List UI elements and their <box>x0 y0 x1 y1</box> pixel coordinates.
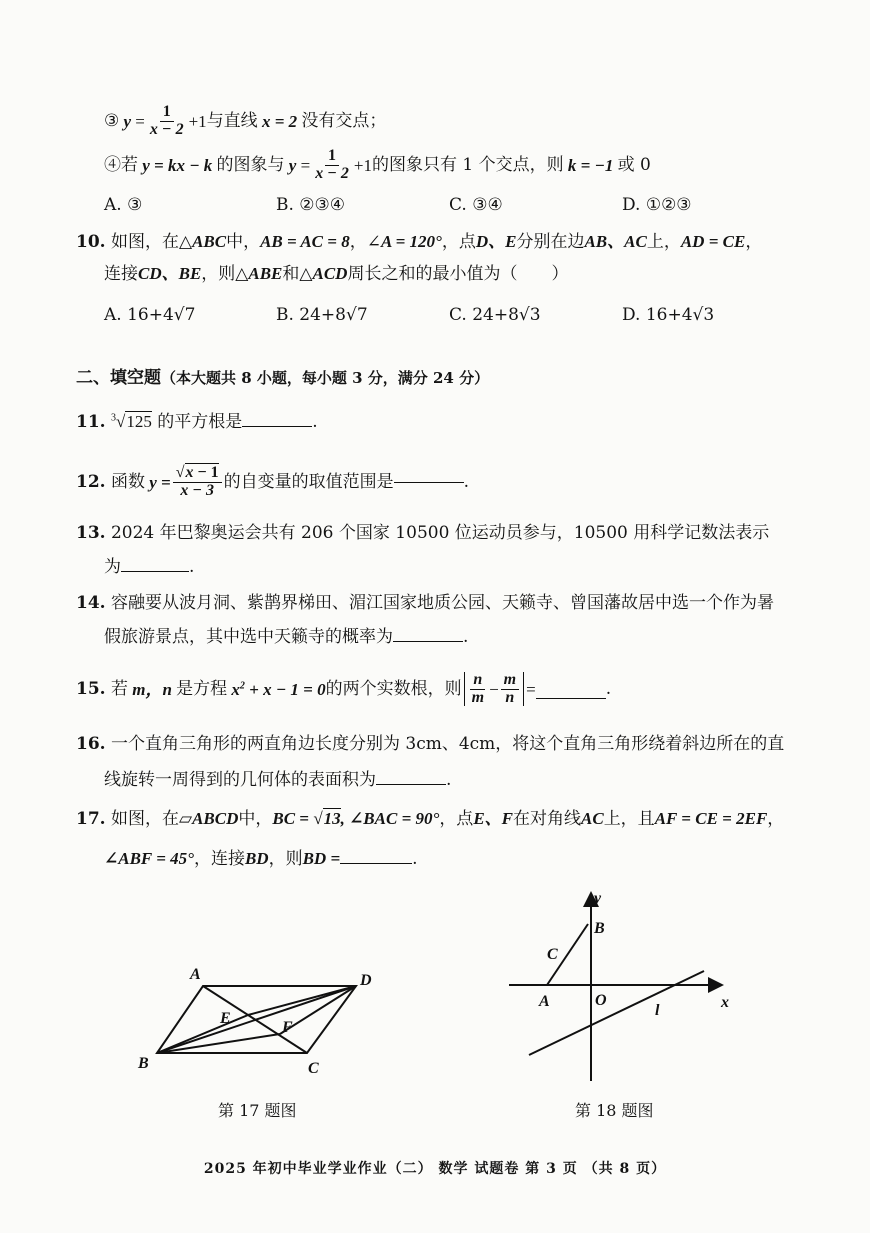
q10-l1e: 分别在边 <box>516 232 585 252</box>
q15-mid: 是方程 <box>176 678 228 699</box>
q12-blank[interactable] <box>394 481 464 483</box>
q15-post: 的两个实数根，则 <box>325 678 462 699</box>
q9-opt-b: B. ②③④ <box>276 195 346 215</box>
fig18-line-l <box>529 971 704 1055</box>
q9-item4-fraction: $\frac{1}{x - 2}$ <box>315 146 349 182</box>
q10-l2d: 周长之和的最小值为（ ） <box>347 264 569 284</box>
q17-ef: E、F <box>473 809 513 828</box>
fig17-label-b: B <box>138 1055 149 1072</box>
q10-cd-be: CD、BE <box>138 264 202 283</box>
q10-opt-a: A. 16+4√7 <box>104 305 196 325</box>
q16-number: 16. <box>76 734 106 754</box>
q9-item3-plus1: +1 <box>188 111 207 131</box>
q11-blank[interactable] <box>242 425 312 427</box>
q15-pre: 若 <box>110 678 128 699</box>
q9-item3 <box>104 100 386 142</box>
q9-opt-c: C. ③④ <box>449 195 503 215</box>
q12-y: y = <box>144 472 171 492</box>
q13-line2: 为 . <box>104 557 195 577</box>
q15-equals: = <box>526 679 536 699</box>
q14-l2: 假旅游景点，其中选中天籁寺的概率为 <box>104 627 393 647</box>
fig17-seg-bf <box>157 1034 280 1053</box>
q14-number: 14. <box>76 593 106 613</box>
q10-opt-b: B. 24+8√7 <box>276 305 368 325</box>
q16-l2: 线旋转一周得到的几何体的表面积为 <box>104 770 376 790</box>
fig18-label-l: l <box>655 1002 660 1019</box>
q10-ad-ce: AD = CE <box>680 232 746 251</box>
q9-item3-fraction: $\frac{1}{x - 2}$ <box>149 102 184 138</box>
fig18-label-y: y <box>594 890 602 907</box>
q10-abe: ABE <box>248 264 283 283</box>
q9-item3-mid: 与直线 <box>206 110 258 131</box>
q16-blank[interactable] <box>376 783 446 785</box>
fig17-label-a: A <box>190 966 201 983</box>
q16-line1 <box>76 736 784 753</box>
q10-number: 10. <box>76 232 106 252</box>
section2-heading <box>76 370 489 387</box>
q10-l1d: ，点 <box>441 232 476 252</box>
q10-abc: ABC <box>192 232 227 251</box>
fig17-caption: 第 17 题图 <box>218 1101 297 1120</box>
q12-fraction: $\frac{√x - 1}{x - 3}$ <box>173 465 222 500</box>
q9-item4-eq: = <box>300 155 311 175</box>
fig17-label-d: D <box>360 972 372 989</box>
q14-line2: 假旅游景点，其中选中天籁寺的概率为 . <box>104 627 469 647</box>
q14-blank[interactable] <box>393 640 463 642</box>
q17-l2b: ，则 <box>268 849 303 869</box>
q15-absolute: $\frac{n}{m}$ − $\frac{m}{n}$ <box>464 672 525 707</box>
q9-item3-line: x = 2 <box>257 111 302 131</box>
q9-item4-y: y <box>284 155 301 175</box>
q11-cuberoot: $^3$√125 <box>110 412 152 431</box>
q16-l1: 一个直角三角形的两直角边长度分别为 3cm、4cm，将这个直角三角形绕着斜边所在的直 <box>110 734 785 754</box>
q9-item4-k: k = −1 <box>563 155 618 175</box>
q15-blank[interactable] <box>536 697 606 699</box>
q17-l1b: 中， <box>238 809 273 829</box>
q14-line1 <box>76 595 774 612</box>
q9-item4-plus1: +1 <box>353 155 372 175</box>
q9-item4-mid: 的图象与 <box>216 154 285 175</box>
q17-l1d: 在对角线 <box>513 809 581 829</box>
q17-bc: BC = √13 <box>272 809 341 828</box>
page-footer: 2025 年初中毕业学业作业（二） 数学 试题卷 第 3 页 （共 8 页） <box>203 1161 667 1177</box>
q14-l1: 容融要从波月洞、紫鹊界梯田、湄江国家地质公园、天籁寺、曾国藩故居中选一个作为暑 <box>110 593 774 613</box>
q13-line1 <box>76 525 769 542</box>
q17-number: 17. <box>76 809 106 829</box>
q9-opt-a: A. ③ <box>104 195 143 215</box>
q12-pre: 函数 <box>110 471 145 492</box>
q9-item3-post: 没有交点； <box>301 110 387 131</box>
fig18-label-c: C <box>547 946 558 963</box>
q11-text: 的平方根是 <box>157 412 243 432</box>
q17-line2: ∠ABF = 45°，连接BD，则BD = . <box>104 849 418 869</box>
q17-abcd: ABCD <box>192 809 239 828</box>
q17-l2a: ，连接 <box>193 849 245 869</box>
q13-number: 13. <box>76 523 106 543</box>
q10-l2: 连接 <box>104 264 138 284</box>
fig17-seg-de <box>248 986 356 1015</box>
q9-item3-y: y <box>119 111 136 131</box>
q11: 11. $^3$√125 的平方根是 . <box>76 412 318 432</box>
q10-ab-ac: AB = AC = 8 <box>260 232 350 251</box>
q17-abf: ∠ABF = 45° <box>104 849 194 868</box>
q15: 15. 若 m，n 是方程 $x^2 + x - 1 = 0$ 的两个实数根，则 $\frac{n}{m}$ − $\frac{m}{n}$ = . <box>76 670 612 706</box>
figure-17 <box>130 955 390 1085</box>
q10-l1b: 中， <box>226 232 261 252</box>
fig17-diag-bd <box>157 986 356 1053</box>
q9-item4 <box>104 144 651 186</box>
q9-item3-eq: = <box>135 111 145 131</box>
fig17-label-c: C <box>308 1060 319 1077</box>
q17-l1e: 上，且 <box>603 809 655 829</box>
figure-18 <box>495 885 745 1085</box>
section2-title: 二、填空题 <box>76 368 161 388</box>
q9-item4-mid2: 的图象只有 1 个交点，则 <box>371 154 564 175</box>
q10-sides: AB、AC <box>584 232 647 251</box>
q17-ac: AC <box>581 809 604 828</box>
fig18-label-b: B <box>594 920 605 937</box>
fig18-label-o: O <box>595 992 607 1009</box>
q13-blank[interactable] <box>121 570 189 572</box>
q10-angle: A = 120° <box>380 232 442 251</box>
q13-l2: 为 <box>104 557 121 577</box>
q12-post: 的自变量的取值范围是 <box>223 471 394 492</box>
q10-l2b: ，则△ <box>201 264 249 284</box>
q9-opt-d: D. ①②③ <box>622 195 692 215</box>
fig18-caption: 第 18 题图 <box>575 1101 654 1120</box>
q17-cond: AF = CE = 2EF <box>654 809 768 828</box>
q10-de: D、E <box>475 232 517 251</box>
fig18-label-a: A <box>539 993 550 1010</box>
fig17-label-e: E <box>220 1010 231 1027</box>
q12-number: 12. <box>76 471 106 492</box>
q17-angle: , ∠BAC = 90° <box>340 809 440 828</box>
q10-l1a: 如图，在△ <box>110 232 193 252</box>
q16-line2: 线旋转一周得到的几何体的表面积为 . <box>104 770 452 790</box>
q13-l1: 2024 年巴黎奥运会共有 206 个国家 10500 位运动员参与，10500 用科学记数法表示 <box>110 523 770 543</box>
q17-line1: 17. 如图，在▱ABCD中，BC = √13, ∠BAC = 90°，点E、F在对角线AC上，且AF = CE = 2EF， <box>76 809 785 829</box>
q15-number: 15. <box>76 678 106 699</box>
q10-acd: ACD <box>312 264 348 283</box>
q12: 12. 函数 y = $\frac{√x - 1}{x - 3}$ 的自变量的取值范围是 . <box>76 463 470 499</box>
q10-line1: 10. 如图，在△ABC中，AB = AC = 8，∠A = 120°，点D、E分别在边AB、AC上，AD = CE， <box>76 232 763 252</box>
q9-item4-post: 或 0 <box>617 154 651 175</box>
q9-item3-pre: ③ <box>104 110 120 131</box>
q17-blank[interactable] <box>340 862 412 864</box>
q10-l1f: 上， <box>646 232 681 252</box>
q10-opt-c: C. 24+8√3 <box>449 305 541 325</box>
q10-l1c: ，∠ <box>349 232 381 252</box>
q17-l1c: ，点 <box>439 809 474 829</box>
q10-l2c: 和△ <box>282 264 313 284</box>
section2-note: （本大题共 8 小题，每小题 3 分，满分 24 分） <box>161 369 490 387</box>
q15-eq: $x^2 + x - 1 = 0$ <box>227 679 326 699</box>
q11-number: 11. <box>76 412 106 432</box>
q10-line2 <box>104 265 568 283</box>
q9-item4-pre: ④若 <box>104 154 138 175</box>
q17-bd2: BD = <box>302 849 341 868</box>
q17-bd: BD <box>244 849 269 868</box>
q9-item4-func: y = kx − k <box>138 155 217 175</box>
fig17-label-f: F <box>282 1019 293 1036</box>
q10-opt-d: D. 16+4√3 <box>622 305 715 325</box>
q17-l1a: 如图，在▱ <box>110 809 193 829</box>
q15-mn: m，n <box>127 679 177 699</box>
fig18-label-x: x <box>721 994 729 1011</box>
